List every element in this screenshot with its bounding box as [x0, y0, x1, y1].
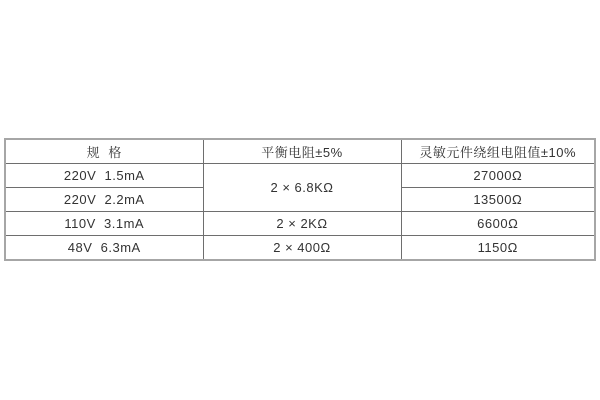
- header-row: [5, 139, 595, 164]
- cell-winding: 27000Ω: [401, 164, 595, 188]
- table-row: [5, 164, 595, 188]
- cell-winding: 6600Ω: [401, 212, 595, 236]
- cell-winding: 1150Ω: [401, 236, 595, 261]
- cell-balance: 2 × 400Ω: [203, 236, 401, 261]
- spec-table: [4, 138, 596, 261]
- cell-balance: 2 × 2KΩ: [203, 212, 401, 236]
- header-cell-balance-resistance: 平衡电阻±5%: [203, 139, 401, 164]
- cell-winding: 13500Ω: [401, 188, 595, 212]
- cell-spec: 220V 1.5mA: [5, 164, 203, 188]
- header-cell-spec: 规 格: [5, 139, 203, 164]
- cell-balance-merged: 2 × 6.8KΩ: [203, 164, 401, 212]
- table-row: [5, 236, 595, 261]
- cell-spec: 220V 2.2mA: [5, 188, 203, 212]
- cell-spec: 110V 3.1mA: [5, 212, 203, 236]
- table-row: [5, 212, 595, 236]
- header-cell-winding-resistance: 灵敏元件绕组电阻值±10%: [401, 139, 595, 164]
- cell-spec: 48V 6.3mA: [5, 236, 203, 261]
